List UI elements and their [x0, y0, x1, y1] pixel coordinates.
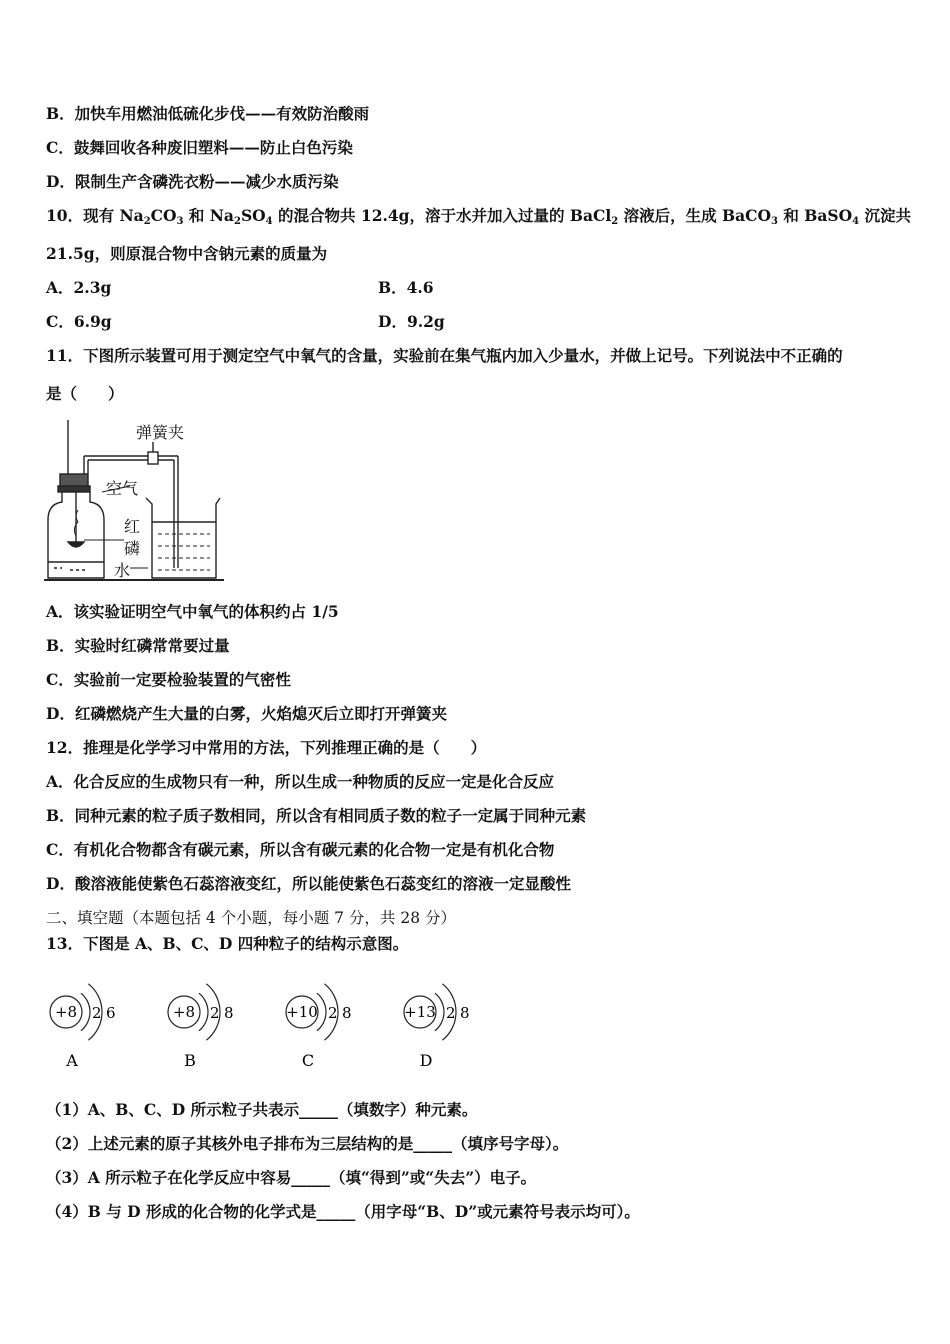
nucleus-charge: +8 — [172, 1003, 196, 1021]
nucleus-charge: +10 — [286, 1003, 318, 1021]
q13-sub-3: （3）A 所示粒子在化学反应中容易_____（填“得到”或“失去”）电子。 — [46, 1168, 537, 1187]
q10-text: 的混合物共 12.4g，溶于水并加入过量的 BaCl — [272, 206, 612, 225]
label-spring-clamp: 弹簧夹 — [136, 423, 185, 442]
subscript: 3 — [771, 216, 778, 227]
q10-stem-line2: 21.5g，则原混合物中含钠元素的质量为 — [46, 244, 328, 263]
electrons-shell-1: 2 — [446, 1004, 456, 1022]
label-red-1: 红 — [124, 517, 141, 536]
nucleus-charge: +13 — [404, 1003, 436, 1021]
electrons-shell-2: 8 — [342, 1004, 352, 1022]
particle-label: A — [66, 1051, 78, 1070]
q13-stem: 13．下图是 A、B、C、D 四种粒子的结构示意图。 — [46, 934, 409, 953]
q12-option-b: B．同种元素的粒子质子数相同，所以含有相同质子数的粒子一定属于同种元素 — [46, 806, 587, 825]
q13-sub-2: （2）上述元素的原子其核外电子排布为三层结构的是_____（填序号字母）。 — [46, 1134, 569, 1153]
subscript: 4 — [265, 216, 273, 227]
label-air: 空气 — [106, 479, 139, 498]
q12-stem: 12．推理是化学学习中常用的方法，下列推理正确的是（ ） — [46, 738, 487, 757]
particle-a — [40, 960, 140, 1080]
q11-option-a: A．该实验证明空气中氧气的体积约占 1/5 — [46, 602, 339, 621]
q10-text: 和 Na — [183, 206, 234, 225]
q10-text: 和 BaSO — [778, 206, 853, 225]
q10-option-c: C．6.9g — [46, 312, 112, 331]
q11-option-b: B．实验时红磷常常要过量 — [46, 636, 230, 655]
electrons-shell-1: 2 — [328, 1004, 338, 1022]
particle-label: B — [184, 1051, 196, 1070]
q10-option-a: A．2.3g — [46, 278, 112, 297]
electrons-shell-1: 2 — [210, 1004, 220, 1022]
particle-label: C — [301, 1051, 315, 1070]
subscript: 2 — [611, 216, 619, 227]
electrons-shell-2: 6 — [106, 1004, 116, 1022]
subscript: 2 — [143, 216, 151, 227]
q9-option-d: D．限制生产含磷洗衣粉——减少水质污染 — [46, 172, 339, 191]
q10-option-b: B．4.6 — [378, 278, 434, 297]
subscript: 4 — [852, 216, 860, 227]
q11-stem-line2: 是（ ） — [46, 384, 124, 403]
subscript: 2 — [233, 216, 241, 227]
subscript: 3 — [176, 216, 184, 227]
q10-text: SO — [240, 206, 266, 225]
q10-text: 沉淀共 — [859, 206, 912, 225]
q13-sub-1: （1）A、B、C、D 所示粒子共表示_____（填数字）种元素。 — [46, 1100, 478, 1119]
q12-option-d: D．酸溶液能使紫色石蕊溶液变红，所以能使紫色石蕊变红的溶液一定显酸性 — [46, 874, 571, 893]
q12-option-a: A．化合反应的生成物只有一种，所以生成一种物质的反应一定是化合反应 — [46, 772, 555, 791]
q10-text: 10．现有 Na — [46, 206, 144, 225]
particle-b — [158, 960, 258, 1080]
section-heading: 二、填空题（本题包括 4 个小题，每小题 7 分，共 28 分） — [46, 909, 457, 927]
label-red-2: 磷 — [124, 539, 141, 558]
q13-sub-4: （4）B 与 D 形成的化合物的化学式是_____（用字母“B、D”或元素符号表示均可）。 — [46, 1202, 640, 1221]
q11-option-d: D．红磷燃烧产生大量的白雾，火焰熄灭后立即打开弹簧夹 — [46, 704, 447, 723]
q11-option-c: C．实验前一定要检验装置的气密性 — [46, 670, 291, 689]
q10-text: 溶液后，生成 BaCO — [618, 206, 772, 225]
particle-c — [276, 960, 376, 1080]
q10-stem — [46, 204, 911, 227]
particle-d — [394, 960, 494, 1080]
q11-stem: 11．下图所示装置可用于测定空气中氧气的含量，实验前在集气瓶内加入少量水，并做上记号。下列说法中不正确的 — [46, 346, 843, 365]
q10-text: CO — [150, 206, 177, 225]
particle-label: D — [419, 1051, 433, 1070]
electrons-shell-1: 2 — [92, 1004, 102, 1022]
particle-diagrams — [40, 960, 500, 1080]
electrons-shell-2: 8 — [224, 1004, 234, 1022]
label-water: 水 — [114, 561, 131, 580]
q9-option-b: B．加快车用燃油低硫化步伐——有效防治酸雨 — [46, 104, 370, 123]
nucleus-charge: +8 — [54, 1003, 78, 1021]
q9-option-c: C．鼓舞回收各种废旧塑料——防止白色污染 — [46, 138, 353, 157]
q10-option-d: D．9.2g — [378, 312, 445, 331]
electrons-shell-2: 8 — [460, 1004, 470, 1022]
q12-option-c: C．有机化合物都含有碳元素，所以含有碳元素的化合物一定是有机化合物 — [46, 840, 555, 859]
